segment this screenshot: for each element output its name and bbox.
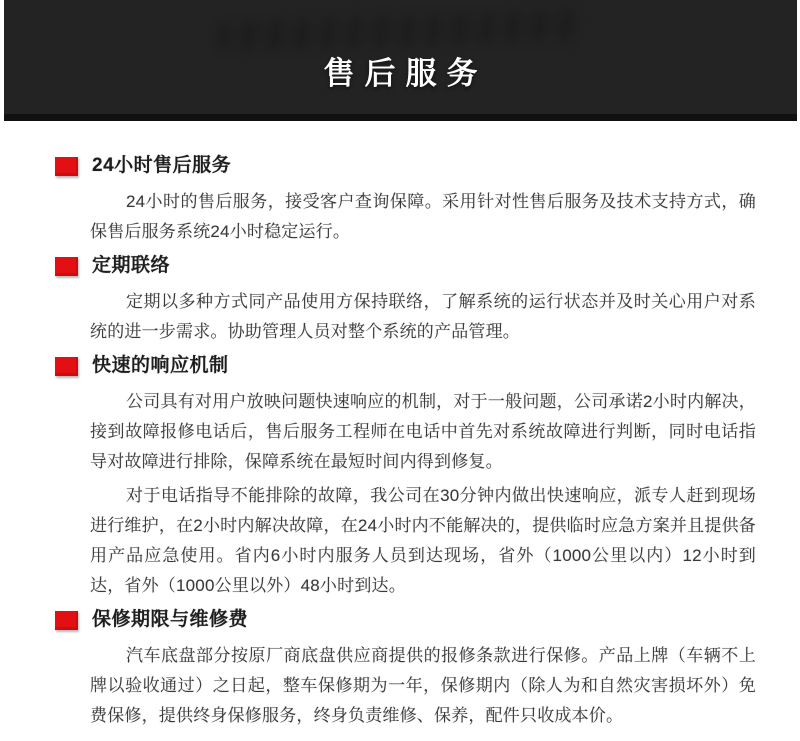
section-heading: 保修期限与维修费: [92, 609, 249, 630]
service-sections: [0, 121, 800, 731]
section-regular-contact: [55, 254, 756, 347]
section-heading: 定期联络: [92, 255, 171, 276]
section-paragraph: 对于电话指导不能排除的故障，我公司在30分钟内做出快速响应，派专人赶到现场进行维护，在2小时内解决故障，在24小时内不能解决的，提供临时应急方案并且提供备用产品应急使用。省内6小时内服务人员到达现场，省外（1000公里以内）12小时到达，省外（1000公里以外）48小时到达。: [90, 486, 756, 595]
section-24h-service: [55, 154, 756, 247]
section-paragraph: 24小时的售后服务，接受客户查询保障。采用针对性售后服务及技术支持方式，确保售后服务系统24小时稳定运行。: [90, 192, 756, 241]
section-warranty: [55, 608, 756, 731]
section-header: [55, 608, 756, 632]
section-paragraph: 公司具有对用户放映问题快速响应的机制，对于一般问题，公司承诺2小时内解决，接到故障报修电话后，售后服务工程师在电话中首先对系统故障进行判断，同时电话指导对故障进行排除，保障系统在最短时间内得到修复。: [90, 392, 756, 471]
page-title: 售后服务: [323, 55, 488, 91]
section-paragraph: 汽车底盘部分按原厂商底盘供应商提供的报修条款进行保修。产品上牌（车辆不上牌以验收通过）之日起，整车保修期为一年，保修期内（除人为和自然灾害损坏外）免费保修，提供终身保修服务，终身负责维修、保养，配件只收成本价。: [90, 646, 756, 725]
red-square-bullet-icon: [55, 257, 78, 276]
red-square-bullet-icon: [55, 611, 78, 630]
section-paragraph: 定期以多种方式同产品使用方保持联络，了解系统的运行状态并及时关心用户对系统的进一步需求。协助管理人员对整个系统的产品管理。: [90, 292, 756, 341]
page-banner: [4, 0, 797, 121]
section-header: [55, 354, 756, 378]
section-header: [55, 154, 756, 178]
section-quick-response: [55, 354, 756, 601]
red-square-bullet-icon: [55, 157, 78, 176]
section-heading: 24小时售后服务: [92, 155, 232, 176]
section-header: [55, 254, 756, 278]
banner-watermark: [218, 10, 584, 53]
red-square-bullet-icon: [55, 357, 78, 376]
section-heading: 快速的响应机制: [92, 355, 229, 376]
